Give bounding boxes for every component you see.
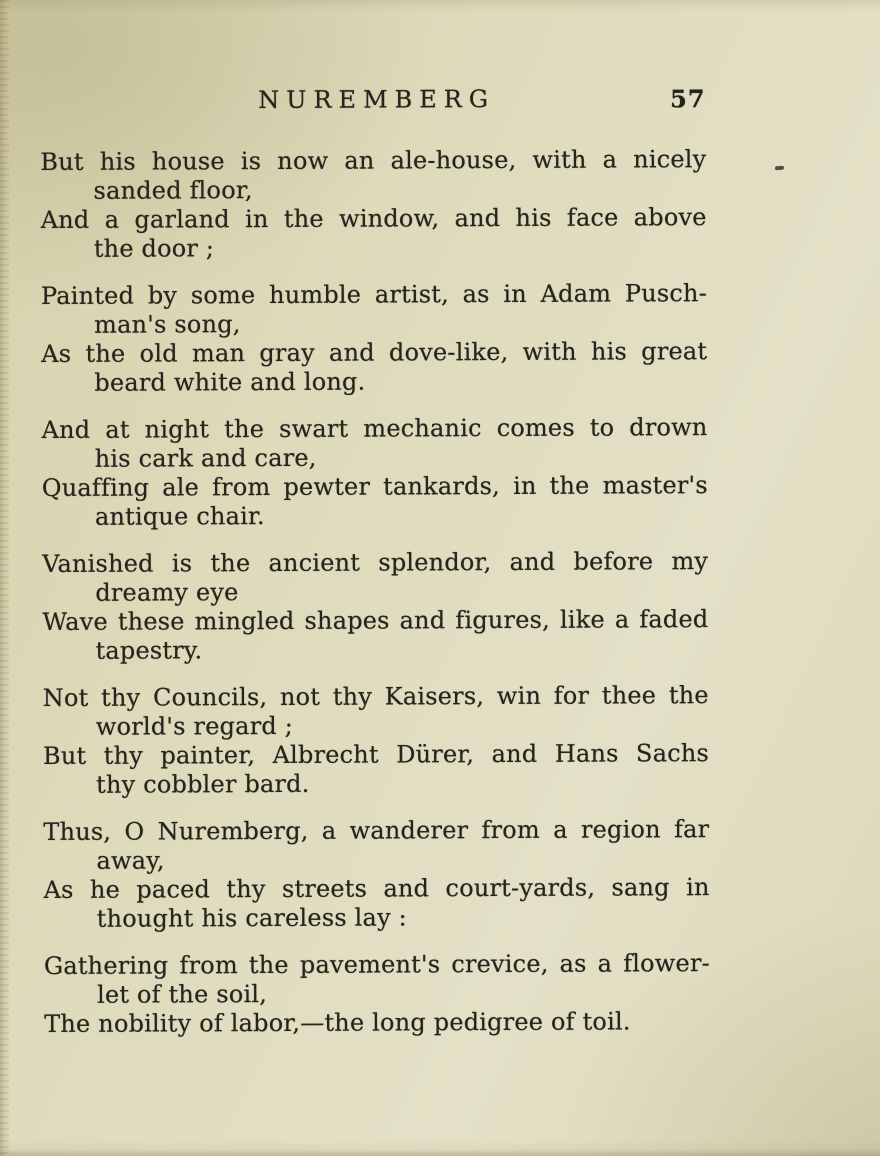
poem-line: Wave these mingled shapes and figures, like a faded (42, 605, 709, 636)
header-row (40, 83, 706, 116)
poem-line: Painted by some humble artist, as in Adam Pusch- (40, 279, 708, 311)
poem-line: tapestry. (95, 636, 203, 665)
poem-line: But his house is now an ale-house, with a nicely (40, 145, 707, 177)
poem-line: beard white and long. (94, 367, 366, 397)
poem-line: away, (96, 846, 165, 875)
poem-line: Not thy Councils, not thy Kaisers, win for thee the (42, 681, 709, 712)
poem-line: dreamy eye (95, 578, 239, 607)
poem-stanza (44, 949, 710, 1039)
poem-stanza (40, 145, 706, 264)
poem-line: Gathering from the pavement's crevice, as a flower- (43, 949, 710, 980)
poem-line: sanded floor, (93, 176, 253, 205)
poem-line: And at night the swart mechanic comes to drown (41, 413, 708, 445)
book-left-edge (0, 0, 9, 1156)
page-title: NUREMBERG (258, 85, 496, 115)
poem-line: Thus, O Nuremberg, a wanderer from a region far (43, 815, 710, 846)
poem-stanza (43, 815, 709, 934)
poem-line: his cark and care, (94, 443, 317, 473)
poem-line: the door ; (93, 234, 215, 263)
poem-stanza (42, 413, 708, 532)
poem-line: And a garland in the window, and his face above (40, 203, 707, 235)
poem-line: As he paced thy streets and court-yards, sang in (43, 873, 710, 904)
page-number: 57 (670, 84, 706, 114)
poem-line: But thy painter, Albrecht Dürer, and Hans Sachs (42, 739, 710, 770)
poem-line: antique chair. (94, 502, 265, 531)
page-content (40, 0, 711, 1057)
poem-stanza (42, 547, 708, 666)
poem-line: thought his careless lay : (96, 903, 407, 933)
poem-line: world's regard ; (95, 711, 294, 741)
poem-line: The nobility of labor,—the long pedigree of toil. (44, 1007, 631, 1038)
poem-line: Vanished is the ancient splendor, and before my (42, 547, 709, 578)
poem-line: let of the soil, (96, 980, 268, 1009)
ink-speck-mark (775, 166, 784, 171)
poem-line: As the old man gray and dove-like, with his great (41, 337, 708, 369)
poem-line: Quaffing ale from pewter tankards, in the master's (41, 471, 708, 503)
poem-line: man's song, (94, 310, 241, 339)
poem-stanza (43, 681, 709, 800)
poem-line: thy cobbler bard. (96, 769, 310, 799)
poem (40, 145, 710, 1039)
poem-stanza (41, 279, 707, 398)
